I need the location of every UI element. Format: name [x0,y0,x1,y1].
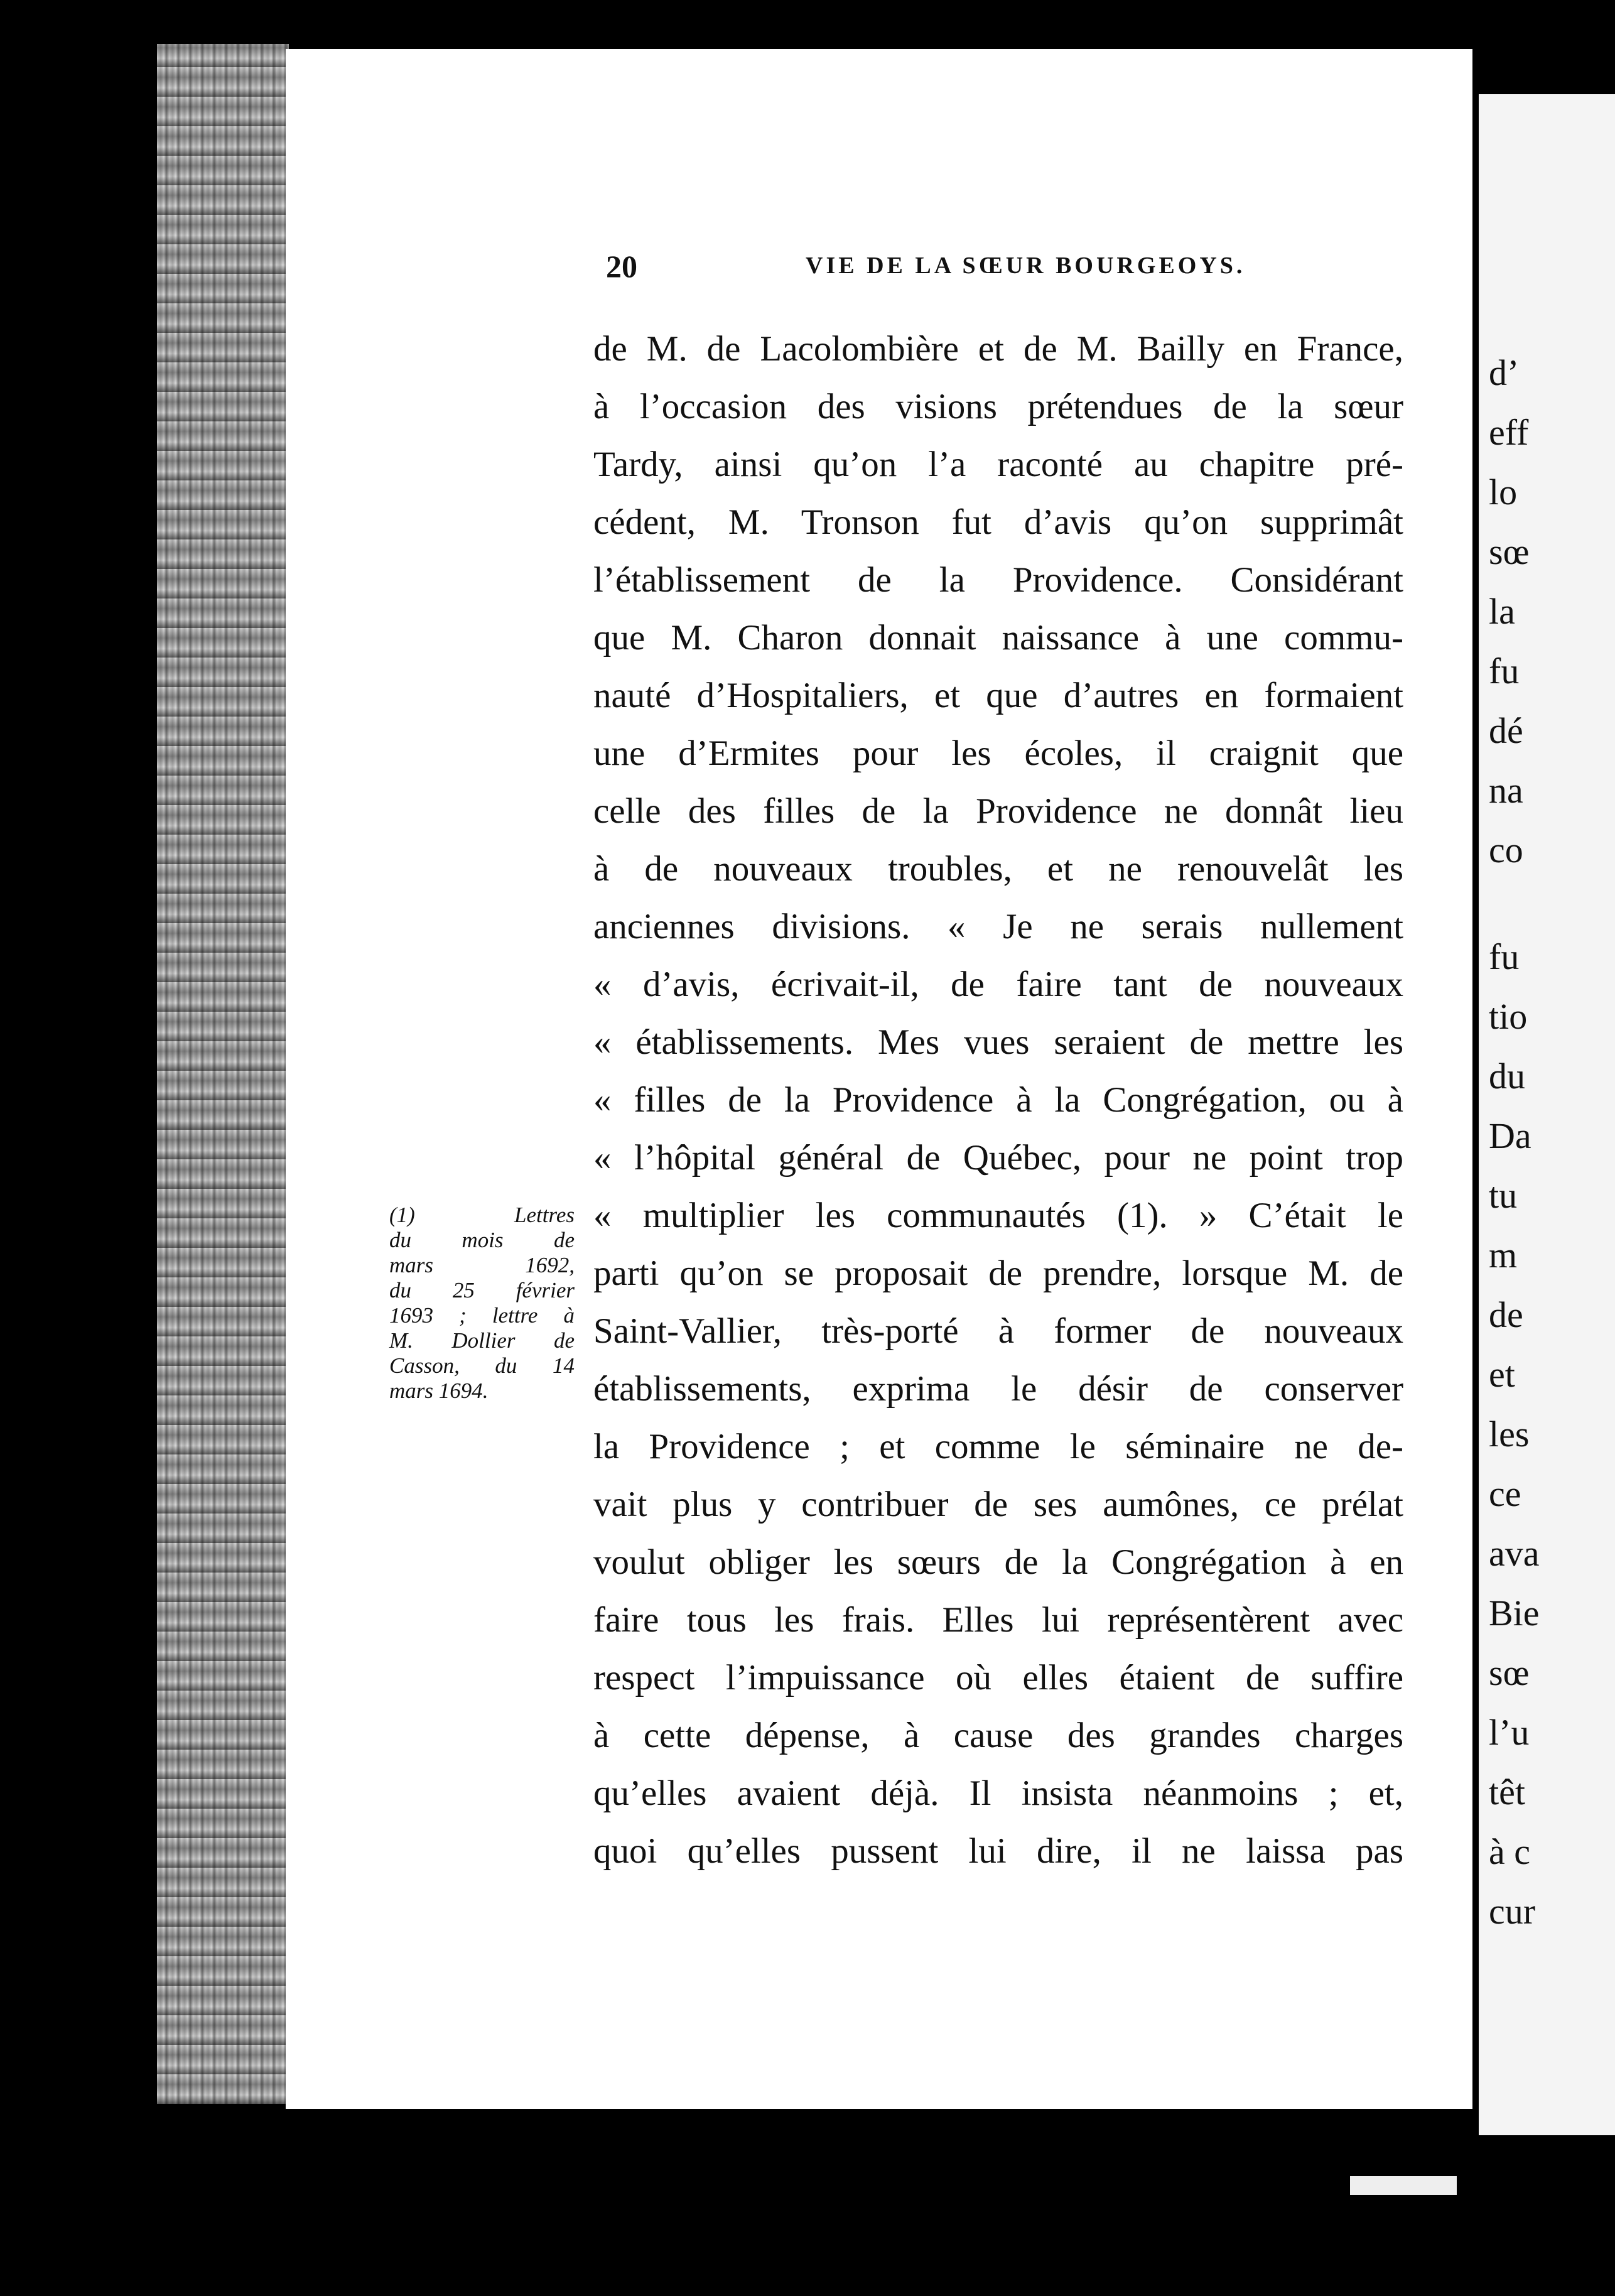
facing-page-text: têt [1489,1772,1525,1812]
facing-page-text: d’ [1489,352,1520,393]
facing-page-text: et [1489,1354,1515,1395]
facing-page-text: l’u [1489,1712,1530,1753]
facing-page-text: Bie [1489,1593,1540,1633]
facing-page-text: tu [1489,1175,1518,1216]
facing-page-text: à c [1489,1831,1530,1872]
facing-page-text: ava [1489,1533,1540,1574]
body-text [593,320,1403,1880]
facing-page-text: eff [1489,412,1529,453]
text-line: « établissements. Mes vues seraient de mettre les [593,1022,1403,1062]
footnote-line: mars 1694. [389,1378,489,1403]
margin-footnote [389,1203,575,1404]
text-line: à de nouveaux troubles, et ne renouvelât les [593,849,1403,889]
footnote-line: du 25 février [389,1278,575,1302]
text-line: quoi qu’elles pussent lui dire, il ne laissa pas [593,1831,1403,1871]
text-line: Tardy, ainsi qu’on l’a raconté au chapitre pré- [593,445,1403,484]
footnote-line: 1693 ; lettre à [389,1303,575,1328]
running-title: VIE DE LA SŒUR BOURGEOYS. [806,252,1246,279]
facing-page-text: fu [1489,936,1520,977]
facing-page-text: na [1489,770,1523,811]
facing-page-text: cur [1489,1891,1536,1932]
text-line: « l’hôpital général de Québec, pour ne point trop [593,1138,1403,1178]
facing-page-fragment [1479,94,1615,2135]
page-header [606,248,1403,286]
facing-page-text: m [1489,1235,1518,1275]
footnote-line: du mois de [389,1228,575,1252]
footnote-line: mars 1692, [389,1253,575,1277]
text-line: respect l’impuissance où elles étaient de suffire [593,1658,1403,1698]
text-line: « multiplier les communautés (1). » C’était le [593,1196,1403,1235]
text-line: celle des filles de la Providence ne donnât lieu [593,791,1403,831]
facing-page-text: la [1489,591,1515,632]
footnote-line: Casson, du 14 [389,1353,575,1378]
scan-artifact [1503,2185,1505,2211]
footnote-line: (1) Lettres [389,1203,575,1227]
scan-artifact [1350,2176,1457,2195]
facing-page-text: Da [1489,1115,1531,1156]
facing-page-text: les [1489,1414,1530,1454]
facing-page-text: sœ [1489,1652,1530,1693]
facing-page-text: lo [1489,472,1518,512]
text-line: voulut obliger les sœurs de la Congrégation à en [593,1542,1403,1582]
text-line: anciennes divisions. « Je ne serais nullement [593,907,1403,946]
facing-page-text: dé [1489,710,1523,751]
facing-page-text: ce [1489,1473,1521,1514]
text-line: Saint-Vallier, très-porté à former de nouveaux [593,1311,1403,1351]
text-line: l’établissement de la Providence. Considérant [593,560,1403,600]
text-line: faire tous les frais. Elles lui représentèrent avec [593,1600,1403,1640]
text-line: à l’occasion des visions prétendues de la sœur [593,387,1403,426]
text-line: établissements, exprima le désir de conserver [593,1369,1403,1409]
facing-page-text: de [1489,1294,1523,1335]
footnote-line: M. Dollier de [389,1328,575,1353]
text-line: « d’avis, écrivait-il, de faire tant de nouveaux [593,965,1403,1004]
text-line: vait plus y contribuer de ses aumônes, ce prélat [593,1485,1403,1524]
text-line: nauté d’Hospitaliers, et que d’autres en formaient [593,676,1403,715]
page-number: 20 [606,249,637,284]
text-line: qu’elles avaient déjà. Il insista néanmoins ; et, [593,1773,1403,1813]
text-line: de M. de Lacolombière et de M. Bailly en France, [593,329,1403,369]
page-edge-shadow [157,44,289,2104]
text-line: une d’Ermites pour les écoles, il craignit que [593,734,1403,773]
facing-page-text: tio [1489,996,1528,1037]
facing-page-text: sœ [1489,531,1530,572]
text-line: parti qu’on se proposait de prendre, lorsque M. de [593,1254,1403,1293]
text-line: à cette dépense, à cause des grandes charges [593,1716,1403,1755]
facing-page-text: du [1489,1056,1525,1097]
text-line: cédent, M. Tronson fut d’avis qu’on supprimât [593,502,1403,542]
text-line: que M. Charon donnait naissance à une commu- [593,618,1403,658]
facing-page-text: fu [1489,651,1520,691]
text-line: « filles de la Providence à la Congrégation, ou à [593,1080,1403,1120]
facing-page-text: co [1489,830,1523,870]
text-line: la Providence ; et comme le séminaire ne de- [593,1427,1403,1466]
